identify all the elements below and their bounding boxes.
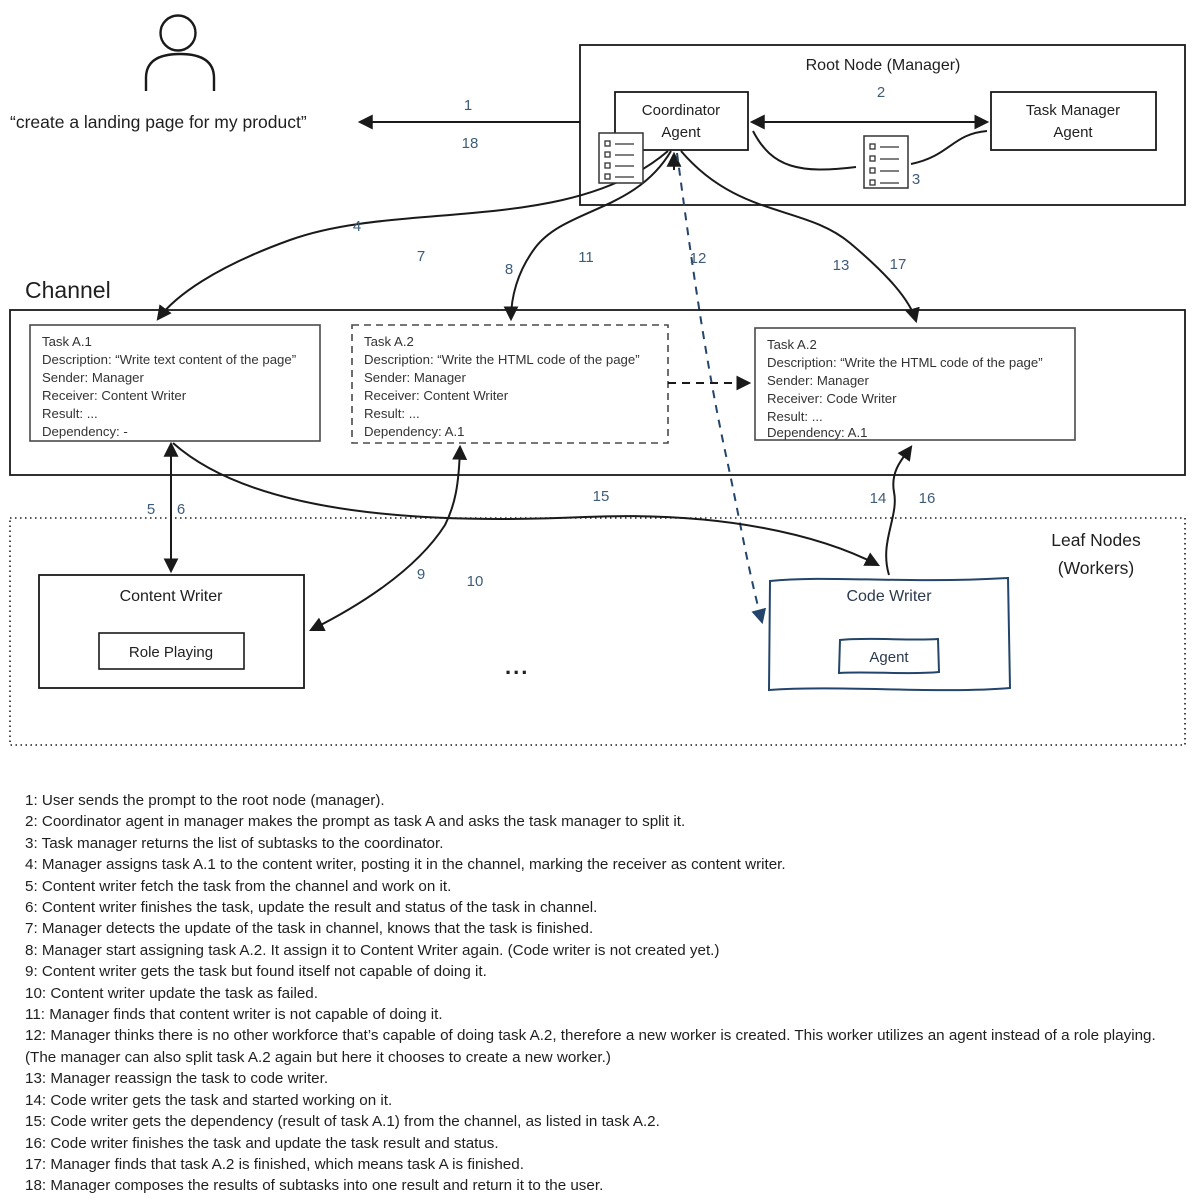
task-a2-sender: Sender: Manager [767,373,869,388]
arrow-label-6: 6 [176,501,186,518]
code-writer-label: Code Writer [846,588,932,605]
arrow-label-17: 17 [889,256,907,273]
arrow-label-11: 11 [578,249,594,266]
arrow-label-10: 10 [466,573,484,590]
arrow-label-16: 16 [918,490,936,507]
task-a2-draft-card [352,325,668,443]
arrow-label-13: 13 [832,257,850,274]
legend-item-18: 18: Manager composes the results of subtasks into one result and return it to the user. [25,1177,604,1195]
legend-item-1: 1: User sends the prompt to the root node (manager). [25,792,385,809]
task-a2-card [755,328,1075,440]
task-a2-title: Task A.2 [767,337,817,352]
content-writer-box [39,575,304,688]
legend-item-13: 13: Manager reassign the task to code writer. [25,1070,329,1088]
arrow-12-dashed [677,153,762,622]
legend-item-3: 3: Task manager returns the list of subtasks to the coordinator. [25,834,444,852]
role-playing-label: Role Playing [128,644,214,661]
task-a2-dependency: Dependency: A.1 [767,425,868,440]
code-writer-box [769,578,1010,690]
task-manager-agent-label-1: Task Manager [1025,102,1121,119]
ellipsis: ... [505,654,530,679]
leaf-nodes-label-2: (Workers) [1057,558,1135,578]
legend-item-9: 9: Content writer gets the task but found itself not capable of doing it. [25,963,487,981]
arrow-15 [173,443,878,565]
channel-label: Channel [25,277,111,303]
user-icon [146,16,214,92]
arrow-label-14: 14 [869,490,887,507]
legend-item-10: 10: Content writer update the task as failed. [25,984,318,1002]
arrow-label-8: 8 [504,261,514,278]
task-a1-description: Description: “Write text content of the page” [42,352,297,367]
legend-item-2: 2: Coordinator agent in manager makes the prompt as task A and asks the task manager to split it. [25,813,686,831]
arrow-label-2: 2 [876,84,886,101]
legend [25,790,1182,1197]
legend-item-5: 5: Content writer fetch the task from the channel and work on it. [25,877,452,895]
legend-item-6: 6: Content writer finishes the task, update the result and status of the task in channel. [25,899,598,917]
legend-item-8: 8: Manager start assigning task A.2. It assign it to Content Writer again. (Code writer is not created yet.) [25,941,720,959]
legend-item-4: 4: Manager assigns task A.1 to the content writer, posting it in the channel, marking the receiver as content writer. [25,856,786,874]
task-manager-agent-box [991,92,1156,150]
arrow-14-16 [886,447,911,575]
arrow-label-12: 12 [689,250,707,267]
root-node-title: Root Node (Manager) [805,57,961,74]
task-a1-card [30,325,320,441]
task-a2-draft-title: Task A.2 [364,334,414,349]
task-a2-result: Result: ... [767,409,823,424]
legend-item-16: 16: Code writer finishes the task and update the task result and status. [25,1134,499,1152]
arrow-label-1: 1 [463,97,473,114]
task-a2-draft-description: Description: “Write the HTML code of the page” [364,352,640,367]
task-a1-title: Task A.1 [42,334,92,349]
task-a2-draft-sender: Sender: Manager [364,370,466,385]
arrow-label-4: 4 [352,218,362,235]
user-prompt-text: “create a landing page for my product” [10,112,307,132]
task-a2-draft-receiver: Receiver: Content Writer [364,388,509,403]
arrow-label-5: 5 [146,501,156,518]
task-list-icon [599,133,643,183]
legend-item-11: 11: Manager finds that content writer is not capable of doing it. [25,1006,443,1024]
arrow-label-18: 18 [461,135,479,152]
subtask-list-icon [864,136,908,188]
legend-item-15: 15: Code writer gets the dependency (result of task A.1) from the channel, as listed in task A.2. [25,1113,660,1131]
task-a1-dependency: Dependency: - [42,424,128,439]
arrow-label-7: 7 [416,248,426,265]
task-a1-sender: Sender: Manager [42,370,144,385]
content-writer-label: Content Writer [119,588,223,605]
coordinator-agent-label-2: Agent [661,124,701,141]
arrow-label-3: 3 [911,171,921,188]
user-head-icon [161,16,196,51]
task-a2-draft-dependency: Dependency: A.1 [364,424,465,439]
leaf-nodes-label-1: Leaf Nodes [1051,530,1141,550]
coordinator-agent-label-1: Coordinator [641,102,721,119]
task-a1-result: Result: ... [42,406,98,421]
task-a1-receiver: Receiver: Content Writer [42,388,187,403]
legend-item-14: 14: Code writer gets the task and started working on it. [25,1091,393,1109]
task-a2-receiver: Receiver: Code Writer [767,391,897,406]
arrow-label-9: 9 [416,566,426,583]
task-a2-description: Description: “Write the HTML code of the page” [767,355,1043,370]
user-shoulders-icon [146,54,214,91]
task-manager-agent-label-2: Agent [1053,124,1093,141]
legend-item-12: 12: Manager thinks there is no other workforce that’s capable of doing task A.2, therefore a new worker is created. This worker utilizes an agent instead of a role playing. (The manager can also split task A.2 again but here it chooses to create a new worker.) [25,1027,1156,1066]
legend-item-17: 17: Manager finds that task A.2 is finished, which means task A is finished. [25,1155,524,1173]
task-a2-draft-result: Result: ... [364,406,420,421]
legend-item-7: 7: Manager detects the update of the task in channel, knows that the task is finished. [25,920,594,938]
agent-label: Agent [869,649,909,666]
arrow-label-15: 15 [592,488,610,505]
